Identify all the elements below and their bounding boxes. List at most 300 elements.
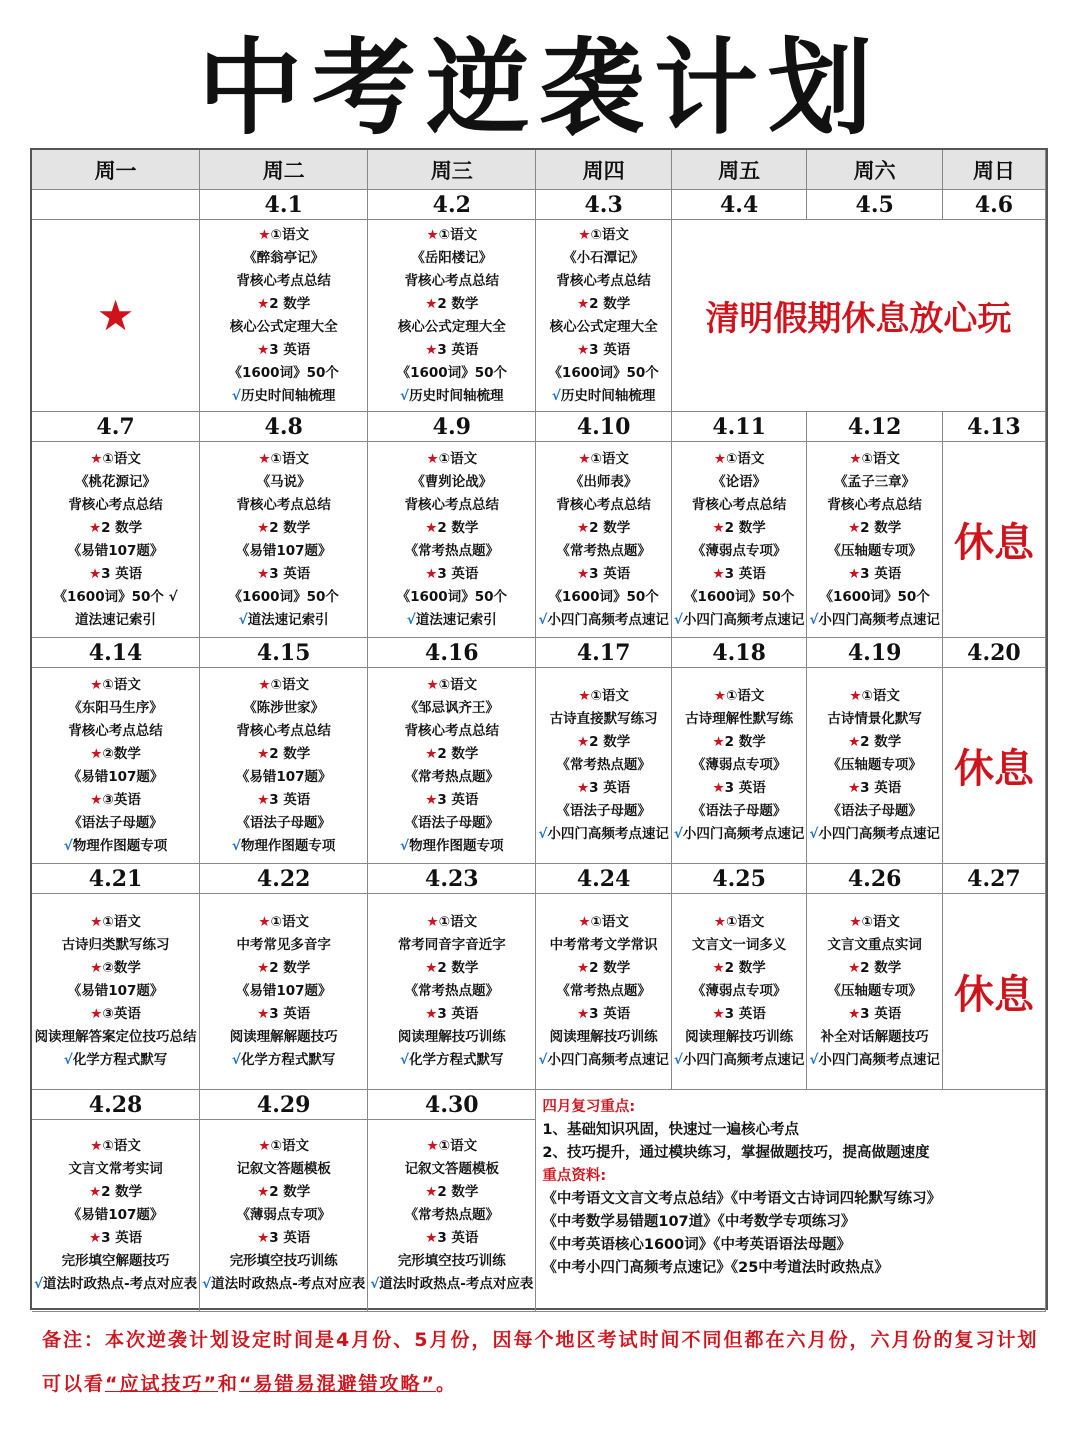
plan-line [257,339,310,362]
plan-text: 《语法子母题》 [404,814,500,831]
plan-text: 完形填空技巧训练 [397,1253,506,1269]
plan-text: 2 数学 [724,734,766,750]
plan-line [397,362,507,385]
plan-line [425,1181,478,1204]
plan-line [548,586,658,609]
star-icon: ★ [578,450,591,467]
date-label: 4.21 [32,864,200,894]
plan-line [202,1273,365,1296]
plan-line [405,270,500,293]
plan-text: 《邹忌讽齐王》 [404,699,500,716]
plan-text: 道法速记索引 [247,611,329,628]
star-icon: ★ [90,745,103,762]
plan-text: 《1600词》50个 [396,364,507,381]
plan-text: 核心公式定理大全 [549,318,658,335]
plan-line [809,823,940,846]
plan-text: ①语文 [861,688,900,704]
plan-line [258,1135,309,1158]
plan-line [400,1049,504,1072]
plan-line [236,1158,331,1181]
plan-text: 2 数学 [101,519,143,536]
plan-line [427,1135,478,1158]
plan-line [236,934,331,957]
plan-line [257,293,310,316]
day-plan [32,894,200,1090]
star-icon: ★ [257,341,270,358]
date-label: 4.27 [943,864,1046,894]
star-icon: ★ [90,1006,103,1022]
plan-text: 小四门高频考点速记 [547,826,669,842]
plan-line [257,743,310,766]
plan-text: 《易错107题》 [235,768,332,785]
plan-line [556,270,651,293]
plan-line [577,517,630,540]
date-label: 4.16 [368,638,536,668]
plan-text: 背核心考点总结 [68,722,163,739]
day-plan [200,442,368,638]
plan-text: 《醉翁亭记》 [243,249,325,266]
plan-text: 《1600词》50个 [396,588,507,605]
plan-text: 常考同音字音近字 [397,937,506,953]
plan-text: 历史时间轴梳理 [560,387,656,404]
star-icon: ★ [258,226,271,243]
date-label: 4.17 [536,638,672,668]
star-icon: ★ [577,780,590,796]
date-label: 4.28 [32,1090,200,1120]
plan-line [692,540,787,563]
plan-text: 《常考热点题》 [404,983,500,999]
plan-line [257,789,310,812]
star-icon: ★ [577,734,590,750]
plan-text: 背核心考点总结 [404,722,500,739]
plan-line [397,586,507,609]
plan-text: 文言文重点实词 [827,937,922,953]
plan-line [713,957,766,980]
plan-text: 《东阳马生序》 [68,699,163,716]
star-icon: ★ [90,450,103,467]
plan-line [405,766,500,789]
plan-text: 记叙文答题模板 [236,1161,331,1177]
plan-text: ①语文 [861,450,900,467]
date-label: 4.8 [200,412,368,442]
resources-heading: 重点资料: [542,1168,607,1184]
check-icon: √ [809,1052,819,1068]
plan-text: 背核心考点总结 [827,496,922,513]
plan-line [556,980,651,1003]
resource-item: 《中考小四门高频考点速记》《25中考道法时政热点》 [542,1260,889,1276]
date-label: 4.30 [368,1090,536,1120]
plan-text: 物理作图题专项 [72,837,168,854]
plan-text: 《易错107题》 [235,983,332,999]
plan-line [692,494,787,517]
plan-line [556,754,651,777]
plan-text: 3 英语 [860,780,902,796]
plan-text: 《压轴题专项》 [827,757,922,773]
plan-line [75,609,156,632]
day-header: 周四 [536,150,672,190]
plan-line [230,316,338,339]
star-icon: ★ [577,295,590,312]
day-header: 周日 [943,150,1046,190]
plan-text: 道法时政热点-考点对应表 [379,1276,534,1292]
plan-line [713,563,766,586]
plan-text: 历史时间轴梳理 [409,387,504,404]
plan-text: ①语文 [438,226,478,243]
plan-text: 古诗直接默写练习 [549,711,658,727]
plan-line [236,720,331,743]
plan-text: 3 英语 [589,1006,631,1022]
plan-text: 《孟子三章》 [834,473,916,490]
plan-line [258,674,309,697]
plan-text: 核心公式定理大全 [229,318,338,335]
star-icon: ★ [425,341,438,358]
plan-text: 《易错107题》 [235,542,332,559]
star-icon: ★ [90,914,103,930]
day-plan [807,894,943,1090]
plan-text: ①语文 [438,914,478,930]
plan-text: 2 数学 [860,960,902,976]
plan-text: 2 数学 [589,519,631,536]
star-icon: ★ [712,780,725,796]
plan-line [848,1003,901,1026]
date-label: 4.25 [672,864,808,894]
plan-line [258,911,309,934]
check-icon: √ [400,837,410,854]
plan-text: 《1600词》50个 [228,588,339,605]
plan-text: 小四门高频考点速记 [547,1052,669,1068]
plan-text: 物理作图题专项 [240,837,336,854]
plan-line [257,957,310,980]
plan-line [400,835,504,858]
star-icon: ★ [849,914,862,930]
date-label: 4.9 [368,412,536,442]
plan-line [849,911,900,934]
star-icon: ★ [257,1006,270,1022]
plan-text: 背核心考点总结 [68,496,163,513]
plan-line [64,1049,168,1072]
date-label: 4.12 [807,412,943,442]
plan-line [563,247,644,270]
plan-line [570,471,638,494]
plan-line [411,471,492,494]
plan-text: 3 英语 [269,1230,311,1246]
check-icon: √ [400,387,410,404]
star-icon: ★ [425,295,438,312]
plan-line [90,1135,141,1158]
day-plan [200,220,368,412]
check-icon: √ [673,611,683,628]
plan-line [257,1227,310,1250]
plan-text: 《压轴题专项》 [827,983,922,999]
star-icon: ★ [426,450,439,467]
star-icon: ★ [577,519,590,536]
plan-text: 背核心考点总结 [556,496,651,513]
plan-text: 古诗理解性默写练 [685,711,794,727]
star-icon: ★ [32,220,200,412]
plan-text: 文言文常考实词 [68,1161,163,1177]
check-icon: √ [673,1052,683,1068]
plan-text: 2 数学 [101,1184,143,1200]
plan-text: 《语法子母题》 [827,803,922,819]
plan-text: 道法速记索引 [415,611,497,628]
check-icon: √ [202,1276,212,1292]
star-icon: ★ [90,960,103,976]
plan-line [257,563,310,586]
plan-text: 小四门高频考点速记 [682,1052,805,1068]
plan-line [35,1026,197,1049]
plan-line [407,609,497,632]
date-label: 4.6 [943,190,1046,220]
plan-text: 阅读理解技巧训练 [397,1029,506,1045]
plan-line [236,766,332,789]
date-label: 4.14 [32,638,200,668]
day-plan [672,668,808,864]
date-label: 4.19 [807,638,943,668]
plan-text: 2 数学 [269,960,311,976]
check-icon: √ [538,1052,548,1068]
plan-line [257,517,310,540]
day-plan [368,668,536,864]
plan-text: 化学方程式默写 [409,1052,504,1068]
footnote [42,1318,1042,1406]
plan-text: 3 英语 [589,565,631,582]
plan-line [577,563,630,586]
plan-text: ②数学 [102,960,141,976]
plan-line [90,743,141,766]
plan-line [68,1158,163,1181]
plan-line [548,362,658,385]
check-icon: √ [231,837,241,854]
star-icon: ★ [577,1006,590,1022]
plan-text: ①语文 [438,676,478,693]
plan-text: 3 英语 [437,1230,479,1246]
star-icon: ★ [712,519,725,536]
plan-text: 《常考热点题》 [556,983,651,999]
star-icon: ★ [577,565,590,582]
plan-text: 化学方程式默写 [240,1052,336,1068]
plan-text: ③英语 [102,791,141,808]
date-label: 4.24 [536,864,672,894]
plan-line [398,316,506,339]
plan-line [90,911,141,934]
plan-line [90,957,141,980]
star-icon: ★ [425,1006,438,1022]
plan-line [405,812,500,835]
plan-line [556,800,651,823]
plan-line [674,609,805,632]
date-label: 4.1 [200,190,368,220]
date-label: 4.22 [200,864,368,894]
plan-line [90,448,141,471]
plan-text: 2 数学 [269,295,311,312]
plan-line [229,586,339,609]
day-header: 周一 [32,150,200,190]
date-label: 4.13 [943,412,1046,442]
day-plan [200,1120,368,1312]
plan-text: 2 数学 [437,519,479,536]
plan-text: 中考常考文学常识 [549,937,658,953]
plan-text: 小四门高频考点速记 [818,611,940,628]
day-plan [368,1120,536,1312]
plan-text: 3 英语 [589,780,631,796]
plan-text: 3 英语 [269,1006,311,1022]
plan-line [89,563,142,586]
star-icon: ★ [578,226,591,243]
footnote-mid: 和 [218,1373,240,1395]
date-label: 4.11 [672,412,808,442]
plan-line [809,609,940,632]
day-header: 周三 [368,150,536,190]
plan-line [236,1204,331,1227]
star-icon: ★ [425,1230,438,1246]
plan-text: ①语文 [102,914,141,930]
star-icon: ★ [425,791,438,808]
plan-text: ①语文 [725,450,765,467]
plan-text: 《常考热点题》 [404,1207,500,1223]
plan-text: ①语文 [725,914,765,930]
day-header: 周六 [807,150,943,190]
date-label: 4.3 [536,190,672,220]
plan-text: 《1600词》50个 [548,364,659,381]
plan-line [425,339,478,362]
star-icon: ★ [712,734,725,750]
plan-line [34,1273,197,1296]
plan-line [425,789,478,812]
plan-line [692,754,787,777]
date-label [32,190,200,220]
plan-line [577,731,630,754]
plan-line [714,911,765,934]
plan-line [236,812,331,835]
plan-text: 阅读理解技巧训练 [549,1029,658,1045]
day-plan [672,442,808,638]
plan-text: 《小石潭记》 [563,249,645,266]
plan-text: ①语文 [438,450,478,467]
plan-line [68,812,163,835]
plan-line [89,1181,142,1204]
star-icon: ★ [578,914,591,930]
plan-text: 《语法子母题》 [556,803,651,819]
day-plan [807,442,943,638]
plan-text: 3 英语 [101,565,143,582]
date-label: 4.2 [368,190,536,220]
plan-line [398,1250,506,1273]
plan-text: 《压轴题专项》 [827,542,922,559]
star-icon: ★ [425,565,438,582]
plan-line [849,685,900,708]
footnote-link-error-guide[interactable]: “易错易混避错攻略” [239,1373,436,1395]
star-icon: ★ [257,565,270,582]
star-icon: ★ [258,676,271,693]
star-icon: ★ [88,519,102,536]
rest-day: 休息 [943,894,1046,1090]
plan-text: 2 数学 [437,960,479,976]
day-plan [672,894,808,1090]
plan-line [713,777,766,800]
plan-text: ②数学 [102,745,141,762]
star-icon: ★ [88,565,102,582]
plan-text: 《常考热点题》 [556,542,651,559]
plan-text: 记叙文答题模板 [404,1161,500,1177]
plan-line [713,731,766,754]
plan-line [230,1026,338,1049]
plan-line [232,835,336,858]
plan-text: 2 数学 [269,519,311,536]
plan-line [239,609,329,632]
check-icon: √ [63,1052,73,1068]
plan-line [243,697,324,720]
plan-line [405,697,500,720]
plan-line [713,517,766,540]
day-plan [368,894,536,1090]
plan-line [827,708,922,731]
plan-text: ①语文 [270,226,309,243]
plan-text: 完形填空解题技巧 [61,1253,170,1269]
plan-text: 阅读理解答案定位技巧总结 [34,1029,197,1045]
plan-text: 2 数学 [269,745,311,762]
plan-line [68,540,164,563]
plan-text: 3 英语 [724,1006,766,1022]
plan-line [229,362,339,385]
day-plan [368,220,536,412]
plan-text: 《薄弱点专项》 [691,983,787,999]
plan-text: 《语法子母题》 [236,814,331,831]
star-icon: ★ [577,341,590,358]
star-icon: ★ [90,676,103,693]
plan-text: 《1600词》50个 [548,588,659,605]
plan-text: 《1600词》50个 √ [53,588,178,605]
plan-line [257,1181,310,1204]
plan-text: 《薄弱点专项》 [691,757,787,773]
star-icon: ★ [848,780,861,796]
plan-line [90,1003,141,1026]
plan-text: ①语文 [590,914,629,930]
plan-line [578,448,629,471]
plan-text: 《薄弱点专项》 [236,1207,331,1223]
star-icon: ★ [712,1006,725,1022]
star-icon: ★ [848,960,861,976]
plan-line [714,448,765,471]
plan-line [405,980,500,1003]
plan-line [425,293,478,316]
plan-text: 《出师表》 [569,473,638,490]
star-icon: ★ [426,914,439,930]
plan-text: 背核心考点总结 [691,496,787,513]
plan-text: 背核心考点总结 [404,496,500,513]
star-icon: ★ [425,519,438,536]
plan-line [243,247,324,270]
plan-text: 2 数学 [437,1184,479,1200]
plan-text: 背核心考点总结 [236,496,331,513]
holiday-note: 清明假期休息放心玩 [672,220,1046,412]
day-plan [368,442,536,638]
star-icon: ★ [426,676,439,693]
star-icon: ★ [88,1230,102,1246]
day-plan [32,668,200,864]
footnote-link-exam-tips[interactable]: “应试技巧” [105,1373,218,1395]
star-icon: ★ [425,960,438,976]
star-icon: ★ [577,960,590,976]
date-label: 4.5 [807,190,943,220]
plan-text: 2 数学 [589,734,631,750]
star-icon: ★ [848,1006,861,1022]
day-header: 周五 [672,150,808,190]
plan-line [62,934,170,957]
april-summary [536,1090,1046,1312]
plan-line [848,957,901,980]
star-icon: ★ [713,688,726,704]
date-label: 4.29 [200,1090,368,1120]
